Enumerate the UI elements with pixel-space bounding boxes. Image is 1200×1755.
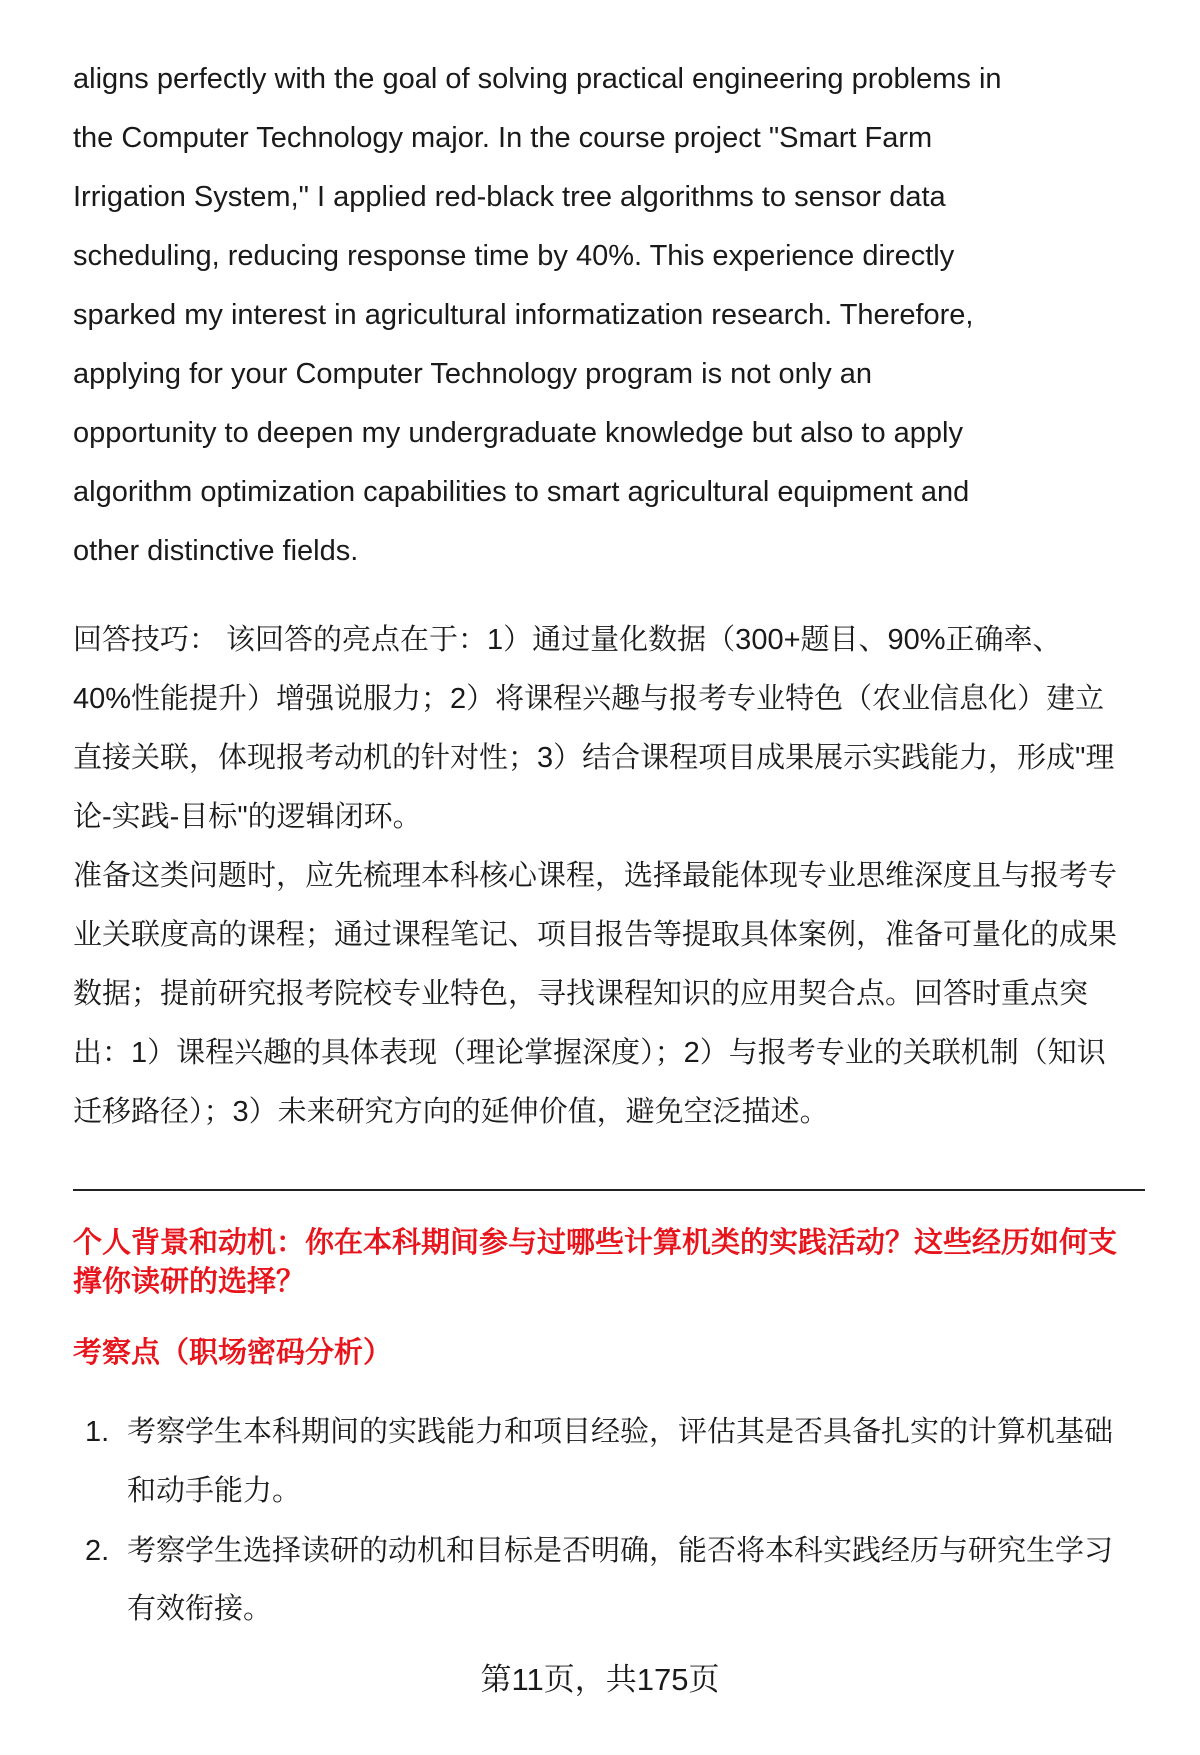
text-line: scheduling, reducing response time by 40%. This experience directly <box>73 240 955 272</box>
page-number-footer: 第11页，共175页 <box>480 1662 720 1697</box>
text-line: 直接关联，体现报考动机的针对性；3）结合课程项目成果展示实践能力，形成"理 <box>73 742 1115 774</box>
section-divider <box>73 1189 1145 1191</box>
subheading: 考察点（职场密码分析） <box>73 1337 393 1369</box>
text-line: 和动手能力。 <box>127 1475 302 1507</box>
text-line: 回答技巧： 该回答的亮点在于：1）通过量化数据（300+题目、90%正确率、 <box>73 624 1062 656</box>
text-line: the Computer Technology major. In the course project "Smart Farm <box>73 122 933 154</box>
text-line: 论-实践-目标"的逻辑闭环。 <box>73 801 422 833</box>
text-line: 数据；提前研究报考院校专业特色，寻找课程知识的应用契合点。回答时重点突 <box>73 978 1089 1010</box>
heading-line: 个人背景和动机：你在本科期间参与过哪些计算机类的实践活动？这些经历如何支 <box>73 1227 1118 1259</box>
text-line: aligns perfectly with the goal of solving practical engineering problems in <box>73 63 1002 95</box>
text-line: Irrigation System," I applied red-black tree algorithms to sensor data <box>73 181 946 213</box>
list-number: 2. <box>85 1535 110 1567</box>
text-line: 出：1）课程兴趣的具体表现（理论掌握深度）；2）与报考专业的关联机制（知识 <box>73 1037 1106 1069</box>
text-line: 准备这类问题时，应先梳理本科核心课程，选择最能体现专业思维深度且与报考专 <box>73 860 1118 892</box>
text-line: 有效衔接。 <box>127 1593 273 1625</box>
text-line: 业关联度高的课程；通过课程笔记、项目报告等提取具体案例，准备可量化的成果 <box>73 919 1118 951</box>
heading-line: 撑你读研的选择？ <box>73 1266 306 1298</box>
list-number: 1. <box>85 1416 110 1448</box>
text-line: 考察学生选择读研的动机和目标是否明确，能否将本科实践经历与研究生学习 <box>127 1535 1114 1567</box>
text-line: opportunity to deepen my undergraduate knowledge but also to apply <box>73 417 963 449</box>
text-line: algorithm optimization capabilities to smart agricultural equipment and <box>73 476 970 508</box>
text-line: sparked my interest in agricultural informatization research. Therefore, <box>73 299 974 331</box>
text-line: other distinctive fields. <box>73 535 359 567</box>
text-line: 迁移路径）；3）未来研究方向的延伸价值，避免空泛描述。 <box>73 1096 829 1128</box>
text-line: 考察学生本科期间的实践能力和项目经验，评估其是否具备扎实的计算机基础 <box>127 1416 1114 1448</box>
text-line: applying for your Computer Technology program is not only an <box>73 358 873 390</box>
text-line: 40%性能提升）增强说服力；2）将课程兴趣与报考专业特色（农业信息化）建立 <box>73 683 1105 715</box>
